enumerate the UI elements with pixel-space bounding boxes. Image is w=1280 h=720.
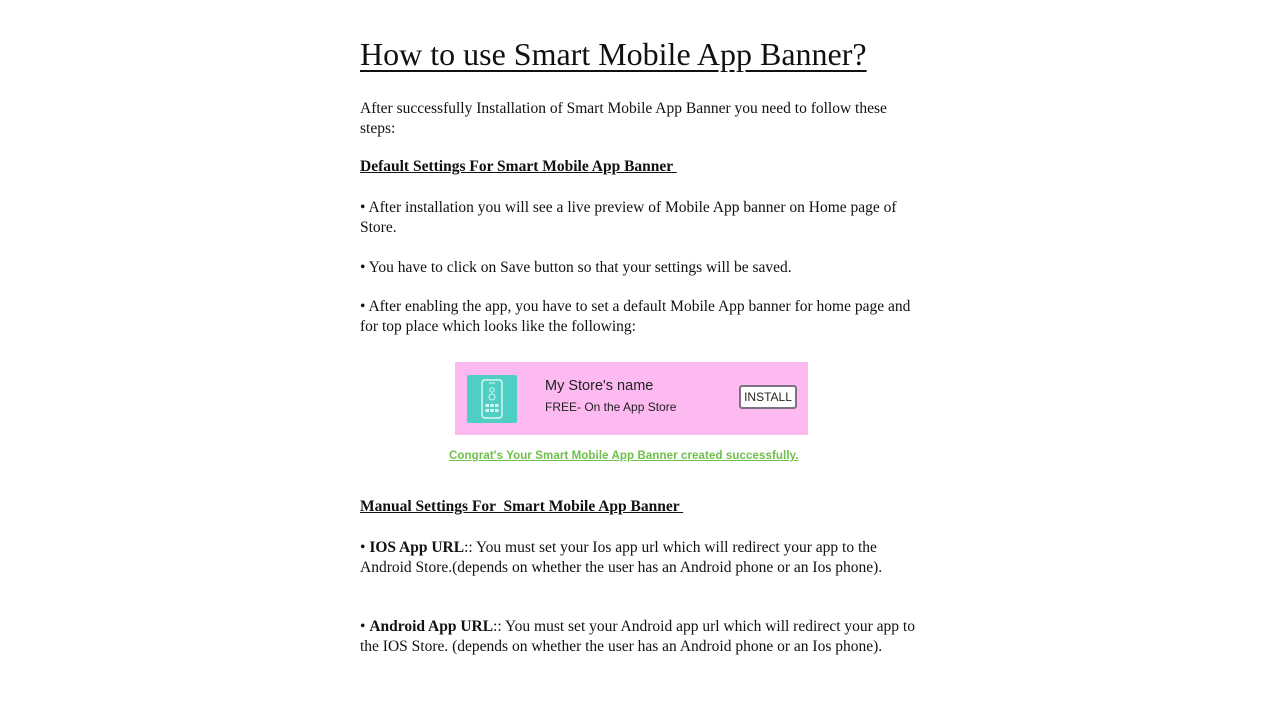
manual-item-android-url [360, 617, 925, 657]
page-title: How to use Smart Mobile App Banner? [360, 36, 867, 72]
mobile-app-icon [467, 375, 517, 423]
default-settings-heading: Default Settings For Smart Mobile App Banner [360, 158, 677, 175]
ios-url-label: IOS App URL [369, 539, 465, 556]
app-banner-preview [455, 362, 808, 435]
intro-paragraph: After successfully Installation of Smart Mobile App Banner you need to follow these steps: [360, 100, 887, 137]
store-name: My Store's name [545, 378, 654, 394]
android-url-description: :: You must set your Android app url which will redirect your app to the IOS Store. (depends on whether the user has an Android phone or an Ios phone). [360, 618, 915, 655]
default-bullet-3: • After enabling the app, you have to set a default Mobile App banner for home page and for top place which looks like the following: [360, 298, 911, 335]
default-bullet-1: • After installation you will see a live preview of Mobile App banner on Home page of Store. [360, 199, 897, 236]
default-bullet-2: • You have to click on Save button so that your settings will be saved. [360, 259, 792, 276]
ios-url-description: :: You must set your Ios app url which will redirect your app to the Android Store.(depends on whether the user has an Android phone or an Ios phone). [360, 539, 883, 576]
install-button[interactable]: INSTALL [739, 385, 797, 409]
store-subtitle: FREE- On the App Store [545, 400, 677, 414]
bullet: • [360, 539, 370, 556]
android-url-label: Android App URL [369, 618, 494, 635]
manual-item-ios-url [360, 538, 925, 578]
success-message-link[interactable]: Congrat's Your Smart Mobile App Banner created successfully. [449, 450, 799, 462]
manual-settings-heading: Manual Settings For Smart Mobile App Banner [360, 498, 684, 515]
bullet: • [360, 618, 370, 635]
